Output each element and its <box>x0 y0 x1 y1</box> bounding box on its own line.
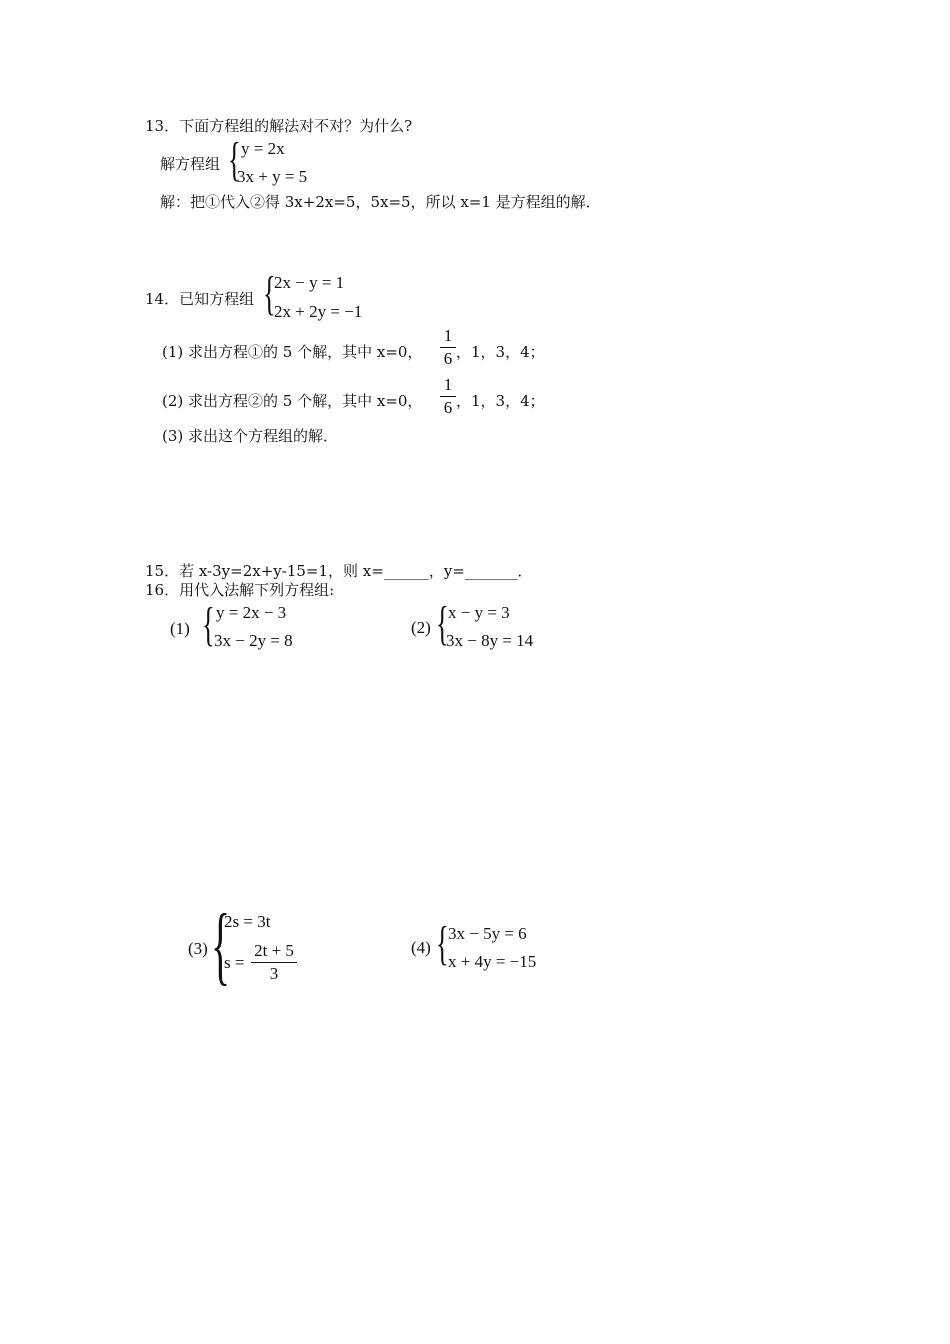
q14-equation-2: 2x + 2y = −1 <box>274 302 363 321</box>
q16-part3-brace: { <box>211 897 231 994</box>
q13-system-label: 解方程组 <box>160 155 221 173</box>
q13-solution: 解：把①代入②得 3x+2x=5，5x=5，所以 x=1 是方程组的解． <box>160 193 601 211</box>
q14-part1-suffix: ，1，3，4； <box>456 343 545 361</box>
fraction-denominator: 3 <box>269 964 279 983</box>
q16-part4-equation-2: x + 4y = −15 <box>448 952 537 971</box>
q16-part3-equation-2-lhs: s = <box>224 953 245 972</box>
q16-part4-brace: { <box>436 917 449 970</box>
q16-part2-equation-1: x − y = 3 <box>448 603 510 622</box>
q16-part3-label: (3) <box>188 939 208 958</box>
fraction-numerator: 2t + 5 <box>254 941 294 960</box>
q14-part1-text: (1) 求出方程①的 5 个解，其中 x=0， <box>162 343 423 361</box>
q16-part4-equation-1: 3x − 5y = 6 <box>448 924 527 943</box>
fraction-numerator: 1 <box>443 375 453 394</box>
fraction-bar <box>440 396 456 397</box>
q16-part2-brace: { <box>436 597 449 650</box>
q16-part3-fraction <box>251 941 297 984</box>
q14-part2-fraction <box>440 375 456 418</box>
q13-equation-2: 3x + y = 5 <box>237 167 308 186</box>
q16-part1-equation-2: 3x − 2y = 8 <box>214 631 293 650</box>
q16-part2-label: (2) <box>411 618 431 637</box>
q14-part1-fraction <box>440 326 456 369</box>
q14-brace: { <box>263 267 276 320</box>
q13-equation-1: y = 2x <box>241 139 285 158</box>
q16-part1-brace: { <box>202 598 215 651</box>
q16-title: 16．用代入法解下列方程组: <box>145 581 335 599</box>
q16-part1-label: (1) <box>170 619 190 638</box>
fraction-bar <box>440 347 456 348</box>
q16-part1-equation-1: y = 2x − 3 <box>216 603 287 622</box>
q15-text: 15．若 x-3y=2x+y-15=1，则 x=______，y=_______． <box>145 562 533 580</box>
q16-part4-label: (4) <box>411 938 431 957</box>
q13-brace: { <box>228 133 241 186</box>
q13-title: 13．下面方程组的解法对不对？为什么? <box>145 117 413 135</box>
fraction-bar <box>251 962 297 963</box>
q14-part2-suffix: ，1，3，4； <box>456 392 545 410</box>
q14-part3: (3) 求出这个方程组的解． <box>162 427 339 445</box>
q14-part2-text: (2) 求出方程②的 5 个解，其中 x=0， <box>162 392 423 410</box>
fraction-numerator: 1 <box>443 326 453 345</box>
fraction-denominator: 6 <box>443 349 453 368</box>
q16-part3-equation-1: 2s = 3t <box>224 912 271 931</box>
q16-part2-equation-2: 3x − 8y = 14 <box>446 631 534 650</box>
q14-title: 14．已知方程组 <box>145 290 255 308</box>
q14-equation-1: 2x − y = 1 <box>274 273 345 292</box>
fraction-denominator: 6 <box>443 398 453 417</box>
